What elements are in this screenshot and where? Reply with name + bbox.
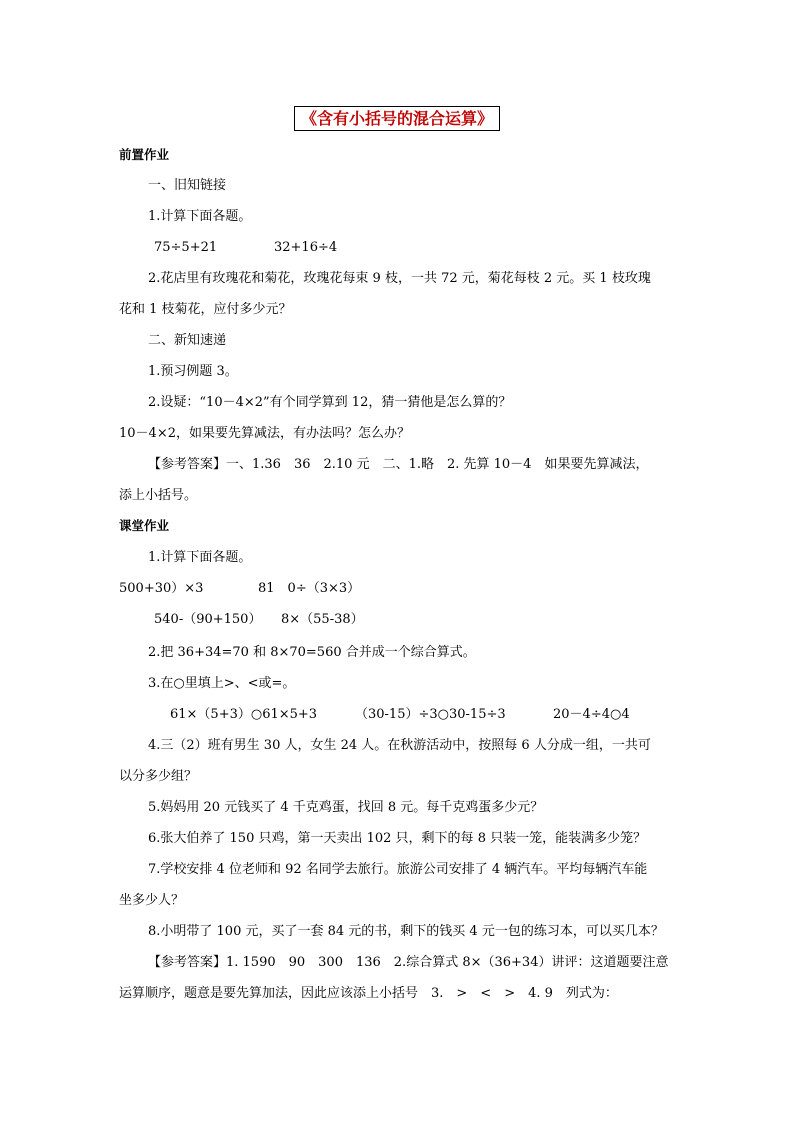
pre-answer-line-1: 【参考答案】一、1.36 36 2.10 元 二、1.略 2. 先算 10－4 如果要先算减法， <box>148 457 649 472</box>
pre-work-heading: 前置作业 <box>119 147 170 162</box>
class-question-3-expr-a: 61×（5+3）○61×5+3 <box>170 707 318 722</box>
pre-question-2-line-2: 花和 1 枝菊花，应付多少元？ <box>119 302 292 317</box>
document-title: 《含有小括号的混合运算》 <box>294 106 500 131</box>
pre-question-2-line-1: 2.花店里有玫瑰花和菊花，玫瑰花每束 9 枝，一共 72 元，菊花每枝 2 元。买 1 枝玫瑰 <box>148 271 651 286</box>
pre-question-5: 10－4×2，如果要先算减法，有办法吗？怎么办？ <box>119 426 410 441</box>
pre-question-1-expr-b: 32+16÷4 <box>274 240 338 255</box>
pre-section-1-heading: 一、旧知链接 <box>148 178 227 193</box>
class-work-heading: 课堂作业 <box>119 518 170 533</box>
class-answer-line-2: 运算顺序，题意是要先算加法，因此应该添上小括号 3. > < > 4. 9 列式为： <box>119 986 618 1001</box>
class-question-1-row-1-a: 500+30）×3 <box>119 581 204 596</box>
class-question-2: 2.把 36+34=70 和 8×70=560 合并成一个综合算式。 <box>148 645 476 660</box>
pre-question-3: 1.预习例题 3。 <box>148 364 238 379</box>
class-question-1: 1.计算下面各题。 <box>148 550 252 565</box>
class-question-6: 6.张大伯养了 150 只鸡，第一天卖出 102 只，剩下的每 8 只装一笼，能装满多少笼？ <box>148 831 647 846</box>
class-question-5: 5.妈妈用 20 元钱买了 4 千克鸡蛋，找回 8 元。每千克鸡蛋多少元？ <box>148 800 544 815</box>
class-question-7-line-2: 坐多少人？ <box>119 893 185 908</box>
pre-section-2-heading: 二、新知速递 <box>148 333 227 348</box>
class-question-1-row-2-b: 8×（55-38） <box>281 612 364 627</box>
pre-answer-line-2: 添上小括号。 <box>119 488 198 503</box>
class-question-3: 3.在○里填上>、<或=。 <box>148 676 296 691</box>
class-question-1-row-2-a: 540-（90+150） <box>154 612 262 627</box>
class-question-3-expr-b: （30-15）÷3○30-15÷3 <box>355 707 506 722</box>
class-question-1-row-1-b: 81 0÷（3×3） <box>258 581 361 596</box>
class-question-4-line-2: 以分多少组？ <box>119 769 198 784</box>
class-question-3-expr-c: 20－4÷4○4 <box>553 707 630 722</box>
pre-question-4: 2.设疑：“10－4×2”有个同学算到 12，猜一猜他是怎么算的？ <box>148 395 512 410</box>
class-answer-line-1: 【参考答案】1. 1590 90 300 136 2.综合算式 8×（36+34）讲评：这道题要注意 <box>148 955 669 970</box>
class-question-7-line-1: 7.学校安排 4 位老师和 92 名同学去旅行。旅游公司安排了 4 辆汽车。平均每辆汽车能 <box>148 862 648 877</box>
title-container <box>0 106 794 131</box>
pre-question-1-expr-a: 75÷5+21 <box>154 240 218 255</box>
class-question-8: 8.小明带了 100 元，买了一套 84 元的书，剩下的钱买 4 元一包的练习本，可以买几本？ <box>148 924 664 939</box>
class-question-4-line-1: 4.三（2）班有男生 30 人，女生 24 人。在秋游活动中，按照每 6 人分成一组，一共可 <box>148 738 651 753</box>
pre-question-1: 1.计算下面各题。 <box>148 209 252 224</box>
